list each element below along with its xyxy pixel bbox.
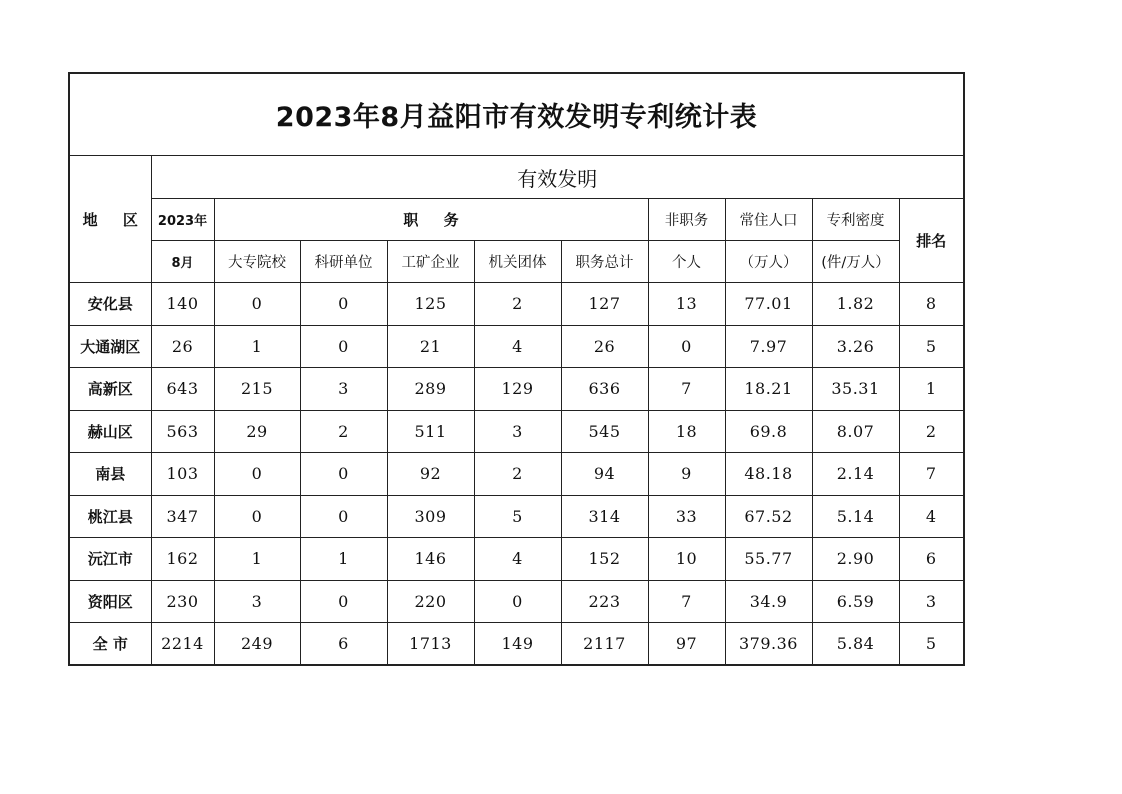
cell-colleges: 249 <box>214 623 300 666</box>
cell-personal: 7 <box>648 368 725 411</box>
header-effective-invention: 有效发明 <box>151 156 964 199</box>
cell-service-total: 2117 <box>561 623 648 666</box>
header-density-unit: (件/万人） <box>812 241 899 283</box>
cell-colleges: 1 <box>214 325 300 368</box>
header-service: 职 务 <box>214 199 648 241</box>
cell-density: 5.84 <box>812 623 899 666</box>
cell-population: 55.77 <box>725 538 812 581</box>
cell-population: 34.9 <box>725 580 812 623</box>
cell-population: 69.8 <box>725 410 812 453</box>
header-year: 2023年 <box>151 199 214 241</box>
cell-research: 0 <box>300 453 387 496</box>
cell-institutions: 129 <box>474 368 561 411</box>
cell-personal: 33 <box>648 495 725 538</box>
cell-total: 103 <box>151 453 214 496</box>
cell-density: 2.14 <box>812 453 899 496</box>
table-row <box>69 283 964 326</box>
cell-total: 347 <box>151 495 214 538</box>
cell-personal: 10 <box>648 538 725 581</box>
header-research-units: 科研单位 <box>300 241 387 283</box>
cell-rank: 7 <box>899 453 964 496</box>
header-colleges: 大专院校 <box>214 241 300 283</box>
cell-institutions: 2 <box>474 283 561 326</box>
cell-service-total: 314 <box>561 495 648 538</box>
cell-region: 资阳区 <box>69 580 151 623</box>
cell-enterprises: 220 <box>387 580 474 623</box>
table-row <box>69 325 964 368</box>
cell-service-total: 127 <box>561 283 648 326</box>
table-row <box>69 368 964 411</box>
cell-population: 18.21 <box>725 368 812 411</box>
cell-region: 安化县 <box>69 283 151 326</box>
cell-research: 0 <box>300 283 387 326</box>
cell-institutions: 4 <box>474 538 561 581</box>
cell-total: 26 <box>151 325 214 368</box>
cell-colleges: 3 <box>214 580 300 623</box>
cell-research: 3 <box>300 368 387 411</box>
table-row <box>69 453 964 496</box>
cell-rank: 5 <box>899 623 964 666</box>
cell-colleges: 0 <box>214 453 300 496</box>
cell-total: 162 <box>151 538 214 581</box>
cell-rank: 5 <box>899 325 964 368</box>
header-enterprises: 工矿企业 <box>387 241 474 283</box>
cell-region: 桃江县 <box>69 495 151 538</box>
cell-personal: 0 <box>648 325 725 368</box>
cell-service-total: 152 <box>561 538 648 581</box>
cell-total: 563 <box>151 410 214 453</box>
cell-enterprises: 92 <box>387 453 474 496</box>
cell-enterprises: 1713 <box>387 623 474 666</box>
cell-density: 1.82 <box>812 283 899 326</box>
cell-enterprises: 511 <box>387 410 474 453</box>
cell-research: 1 <box>300 538 387 581</box>
cell-institutions: 4 <box>474 325 561 368</box>
table-title: 2023年8月益阳市有效发明专利统计表 <box>69 73 964 156</box>
cell-enterprises: 21 <box>387 325 474 368</box>
cell-enterprises: 289 <box>387 368 474 411</box>
header-population-unit: （万人） <box>725 241 812 283</box>
cell-institutions: 3 <box>474 410 561 453</box>
cell-density: 6.59 <box>812 580 899 623</box>
table-row <box>69 580 964 623</box>
cell-colleges: 0 <box>214 283 300 326</box>
cell-region: 高新区 <box>69 368 151 411</box>
cell-region: 全 市 <box>69 623 151 666</box>
cell-institutions: 2 <box>474 453 561 496</box>
header-institutions: 机关团体 <box>474 241 561 283</box>
cell-research: 0 <box>300 325 387 368</box>
header-region: 地 区 <box>69 156 151 283</box>
cell-region: 沅江市 <box>69 538 151 581</box>
cell-research: 2 <box>300 410 387 453</box>
cell-density: 2.90 <box>812 538 899 581</box>
cell-colleges: 29 <box>214 410 300 453</box>
cell-rank: 1 <box>899 368 964 411</box>
header-month: 8月 <box>151 241 214 283</box>
cell-density: 8.07 <box>812 410 899 453</box>
cell-rank: 3 <box>899 580 964 623</box>
cell-region: 赫山区 <box>69 410 151 453</box>
cell-colleges: 0 <box>214 495 300 538</box>
cell-rank: 2 <box>899 410 964 453</box>
header-rank: 排名 <box>899 199 964 283</box>
cell-service-total: 94 <box>561 453 648 496</box>
cell-enterprises: 125 <box>387 283 474 326</box>
cell-population: 7.97 <box>725 325 812 368</box>
cell-density: 35.31 <box>812 368 899 411</box>
cell-personal: 13 <box>648 283 725 326</box>
cell-enterprises: 146 <box>387 538 474 581</box>
cell-region: 大通湖区 <box>69 325 151 368</box>
header-patent-density: 专利密度 <box>812 199 899 241</box>
cell-service-total: 636 <box>561 368 648 411</box>
cell-institutions: 5 <box>474 495 561 538</box>
cell-total: 140 <box>151 283 214 326</box>
cell-population: 67.52 <box>725 495 812 538</box>
cell-population: 77.01 <box>725 283 812 326</box>
cell-personal: 9 <box>648 453 725 496</box>
cell-research: 6 <box>300 623 387 666</box>
cell-colleges: 1 <box>214 538 300 581</box>
cell-service-total: 26 <box>561 325 648 368</box>
cell-total: 2214 <box>151 623 214 666</box>
cell-density: 3.26 <box>812 325 899 368</box>
header-personal: 个人 <box>648 241 725 283</box>
header-service-total: 职务总计 <box>561 241 648 283</box>
table-row <box>69 495 964 538</box>
cell-research: 0 <box>300 580 387 623</box>
header-non-service: 非职务 <box>648 199 725 241</box>
cell-population: 379.36 <box>725 623 812 666</box>
table-row <box>69 538 964 581</box>
header-population: 常住人口 <box>725 199 812 241</box>
cell-rank: 8 <box>899 283 964 326</box>
cell-personal: 18 <box>648 410 725 453</box>
table-row <box>69 623 964 666</box>
cell-personal: 7 <box>648 580 725 623</box>
cell-total: 643 <box>151 368 214 411</box>
cell-institutions: 149 <box>474 623 561 666</box>
cell-research: 0 <box>300 495 387 538</box>
cell-region: 南县 <box>69 453 151 496</box>
cell-rank: 4 <box>899 495 964 538</box>
cell-enterprises: 309 <box>387 495 474 538</box>
cell-colleges: 215 <box>214 368 300 411</box>
cell-service-total: 545 <box>561 410 648 453</box>
patent-statistics-table <box>68 72 965 666</box>
cell-rank: 6 <box>899 538 964 581</box>
cell-population: 48.18 <box>725 453 812 496</box>
cell-density: 5.14 <box>812 495 899 538</box>
cell-service-total: 223 <box>561 580 648 623</box>
cell-personal: 97 <box>648 623 725 666</box>
table-row <box>69 410 964 453</box>
cell-total: 230 <box>151 580 214 623</box>
cell-institutions: 0 <box>474 580 561 623</box>
